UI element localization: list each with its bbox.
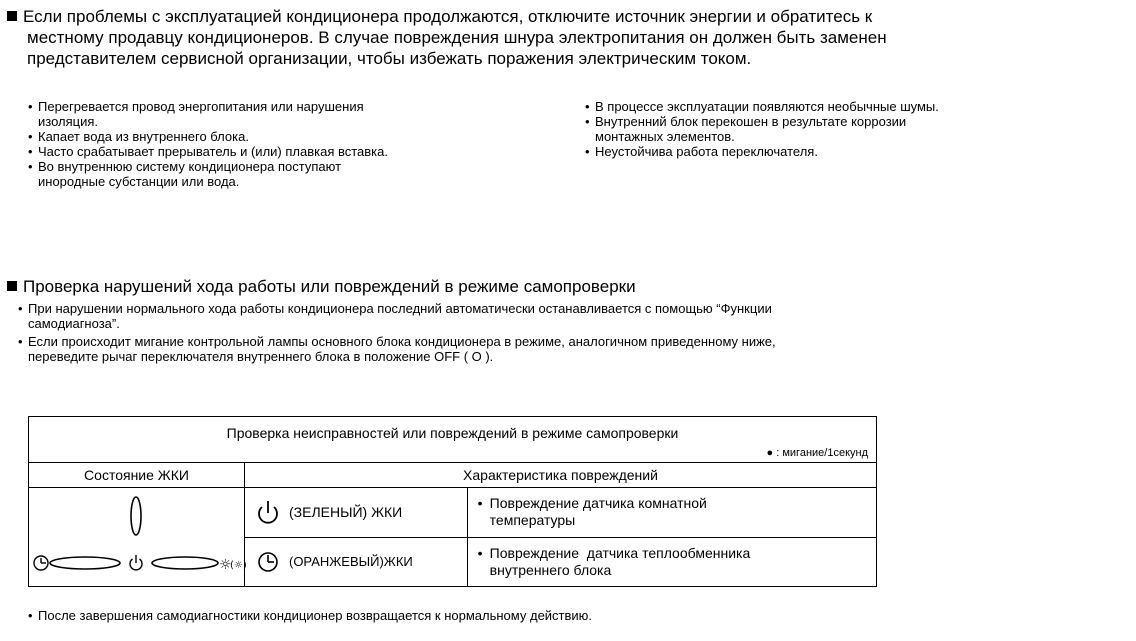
section1-heading-line: местному продавцу кондиционеров. В случае повреждения шнура электропитания он должен быть заменен	[27, 28, 887, 47]
fault-description: Повреждение датчика комнатной	[489, 495, 707, 512]
column-header-lcd-state: Состояние ЖКИ	[29, 463, 245, 488]
table-header-row	[29, 463, 877, 488]
indicator-cell	[244, 537, 467, 587]
section1-heading	[7, 6, 1132, 69]
square-bullet-icon	[7, 281, 17, 291]
list-item-continuation: монтажных элементов.	[595, 129, 735, 144]
self-diagnosis-table	[28, 416, 877, 587]
section2-heading: Проверка нарушений хода работы или повреждений в режиме самопроверки	[7, 276, 636, 297]
bullet-dot-icon: •	[477, 495, 483, 512]
list-item: • Перегревается провод энергопитания или нарушения	[28, 99, 364, 114]
sun-icon: ☼	[219, 557, 232, 573]
symptom-list-right	[585, 99, 1125, 159]
footer-note: • После завершения самодиагностики кондиционер возвращается к нормальному действию.	[28, 608, 593, 623]
table-title-row	[29, 417, 877, 463]
symptom-list-left	[28, 99, 548, 189]
bullet-dot-icon: •	[477, 544, 483, 561]
section1-heading-line: Если проблемы с эксплуатацией кондиционера продолжаются, отключите источник энергии и обратитесь к	[7, 6, 1132, 27]
square-bullet-icon	[7, 11, 17, 21]
lcd-panel-diagram-cell	[29, 488, 245, 587]
fault-description-continuation: температуры	[489, 512, 576, 529]
section1-heading-line: представителем сервисной организации, чтобы избежать поражения электрическим током.	[27, 49, 752, 68]
right-lamp-icon	[152, 557, 218, 569]
list-item: • При нарушении нормального хода работы кондиционера последний автоматически останавливается с помощью “Функции	[18, 301, 772, 316]
list-item: • Капает вода из внутреннего блока.	[28, 129, 249, 144]
list-item-continuation: переведите рычаг переключателя внутреннего блока в положение OFF ( O ).	[28, 349, 494, 364]
power-icon	[130, 555, 142, 570]
fault-description: Повреждение датчика теплообменника	[489, 544, 751, 561]
fault-description-continuation: внутреннего блока	[489, 561, 612, 578]
table-title-cell	[29, 417, 877, 463]
indicator-cell	[244, 488, 467, 538]
table-title: Проверка неисправностей или повреждений в режиме самопроверки	[226, 424, 679, 441]
section2-bullets	[18, 301, 1128, 364]
list-item: • Внутренний блок перекошен в результате коррозии	[585, 114, 907, 129]
power-icon	[257, 499, 279, 525]
list-item-continuation: изоляция.	[38, 114, 99, 129]
indicator-label: (ОРАНЖЕВЫЙ)ЖКИ	[288, 554, 413, 570]
timer-icon	[34, 556, 48, 570]
indicator-label: (ЗЕЛЕНЫЙ) ЖКИ	[288, 504, 403, 521]
left-lamp-icon	[50, 557, 120, 569]
list-item-continuation: самодиагноза”.	[28, 316, 120, 331]
fault-description-cell	[467, 537, 876, 587]
list-item: • Неустойчива работа переключателя.	[585, 144, 818, 159]
list-item: • Часто срабатывает прерыватель и (или) плавкая вставка.	[28, 144, 388, 159]
timer-icon	[257, 550, 279, 574]
blink-legend: ● : мигание/1секунд	[766, 447, 868, 459]
fault-description-cell	[467, 488, 876, 538]
list-item: • Если происходит мигание контрольной лампы основного блока кондиционера в режиме, аналогичном приведенному ниже,	[18, 334, 776, 349]
vertical-lamp-icon	[131, 497, 141, 535]
lcd-panel-diagram	[29, 488, 247, 586]
table-row	[29, 488, 877, 538]
column-header-fault: Характеристика повреждений	[244, 463, 876, 488]
bullet-dot-icon: ●	[766, 447, 774, 459]
sun-bracket-icon: (☼)	[230, 560, 247, 571]
list-item: • Во внутреннюю систему кондиционера поступают	[28, 159, 342, 174]
list-item-continuation: инородные субстанции или вода.	[38, 174, 240, 189]
list-item: • В процессе эксплуатации появляются необычные шумы.	[585, 99, 939, 114]
